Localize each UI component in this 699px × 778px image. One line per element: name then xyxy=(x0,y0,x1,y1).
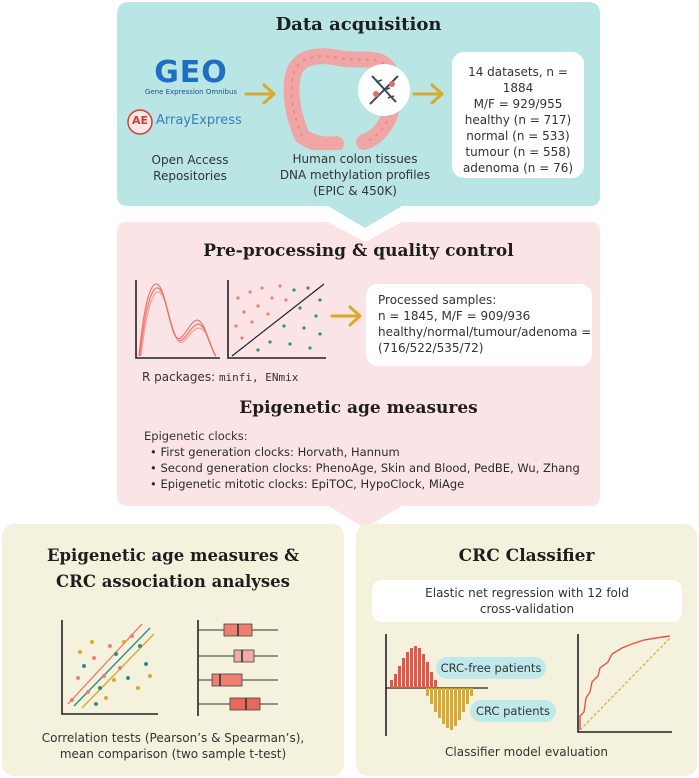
association-caption-2: mean comparison (two sample t-test) xyxy=(59,747,287,761)
arrow-icon xyxy=(244,82,278,106)
stat-line: 14 datasets, n = 1884 xyxy=(468,65,568,95)
classifier-title: CRC Classifier xyxy=(458,546,595,566)
r-packages-names: minfi, ENmix xyxy=(218,371,299,384)
geo-logo: GEO Gene Expression Omnibus xyxy=(144,55,238,96)
stat-line: normal (n = 533) xyxy=(466,129,570,143)
arrow-icon xyxy=(330,304,364,328)
association-title-2: CRC association analyses xyxy=(56,572,290,591)
dataset-stats-card xyxy=(452,52,584,178)
processed-line: n = 1845, M/F = 909/936 xyxy=(378,309,531,323)
boxplot-chart xyxy=(194,618,284,718)
roc-curve-plot xyxy=(574,632,674,736)
stat-line: healthy (n = 717) xyxy=(464,113,572,127)
association-title-1: Epigenetic age measures & xyxy=(46,546,300,565)
processed-line: (716/522/535/72) xyxy=(378,341,484,355)
crc-free-label: CRC-free patients xyxy=(436,657,546,679)
method-card xyxy=(372,580,682,622)
clock-item: • Epigenetic mitotic clocks: EpiTOC, HypoClock, MiAge xyxy=(150,477,465,491)
density-plot xyxy=(130,278,222,362)
classifier-caption: Classifier model evaluation xyxy=(445,745,608,759)
tissue-label-2: DNA methylation profiles xyxy=(279,168,431,182)
crc-label: CRC patients xyxy=(470,700,556,722)
correlation-scatter-plot xyxy=(58,618,160,718)
clock-item: • Second generation clocks: PhenoAge, Skin and Blood, PedBE, Wu, Zhang xyxy=(150,461,580,475)
preprocessing-title: Pre-processing & quality control xyxy=(203,241,514,261)
r-packages-label: R packages: xyxy=(142,370,216,384)
tissue-label-3: (EPIC & 450K) xyxy=(313,184,397,198)
repos-label: Open Access Repositories xyxy=(151,153,229,183)
clocks-heading: Epigenetic clocks: xyxy=(144,429,248,443)
clocks-block xyxy=(144,428,594,492)
processed-line: healthy/normal/tumour/adenoma = xyxy=(378,325,592,339)
colon-icon xyxy=(280,46,430,150)
association-caption-1: Correlation tests (Pearson’s & Spearman’s), xyxy=(41,731,305,745)
distribution-histogram xyxy=(382,632,492,740)
r-packages-line xyxy=(142,369,298,386)
method-line-2: cross-validation xyxy=(479,602,575,616)
processed-samples-card xyxy=(366,284,592,366)
arrow-icon xyxy=(412,82,446,106)
stat-line: M/F = 929/955 xyxy=(473,97,563,111)
tissue-label-1: Human colon tissues xyxy=(292,152,418,166)
stat-line: adenoma (n = 76) xyxy=(462,161,574,175)
clock-item: • First generation clocks: Horvath, Hannum xyxy=(150,445,400,459)
epigenetic-title: Epigenetic age measures xyxy=(239,398,478,418)
method-line-1: Elastic net regression with 12 fold xyxy=(425,586,629,600)
stat-line: tumour (n = 558) xyxy=(465,145,571,159)
acquisition-title: Data acquisition xyxy=(275,14,442,35)
qc-scatter-plot xyxy=(224,278,330,362)
processed-line: Processed samples: xyxy=(378,293,497,307)
